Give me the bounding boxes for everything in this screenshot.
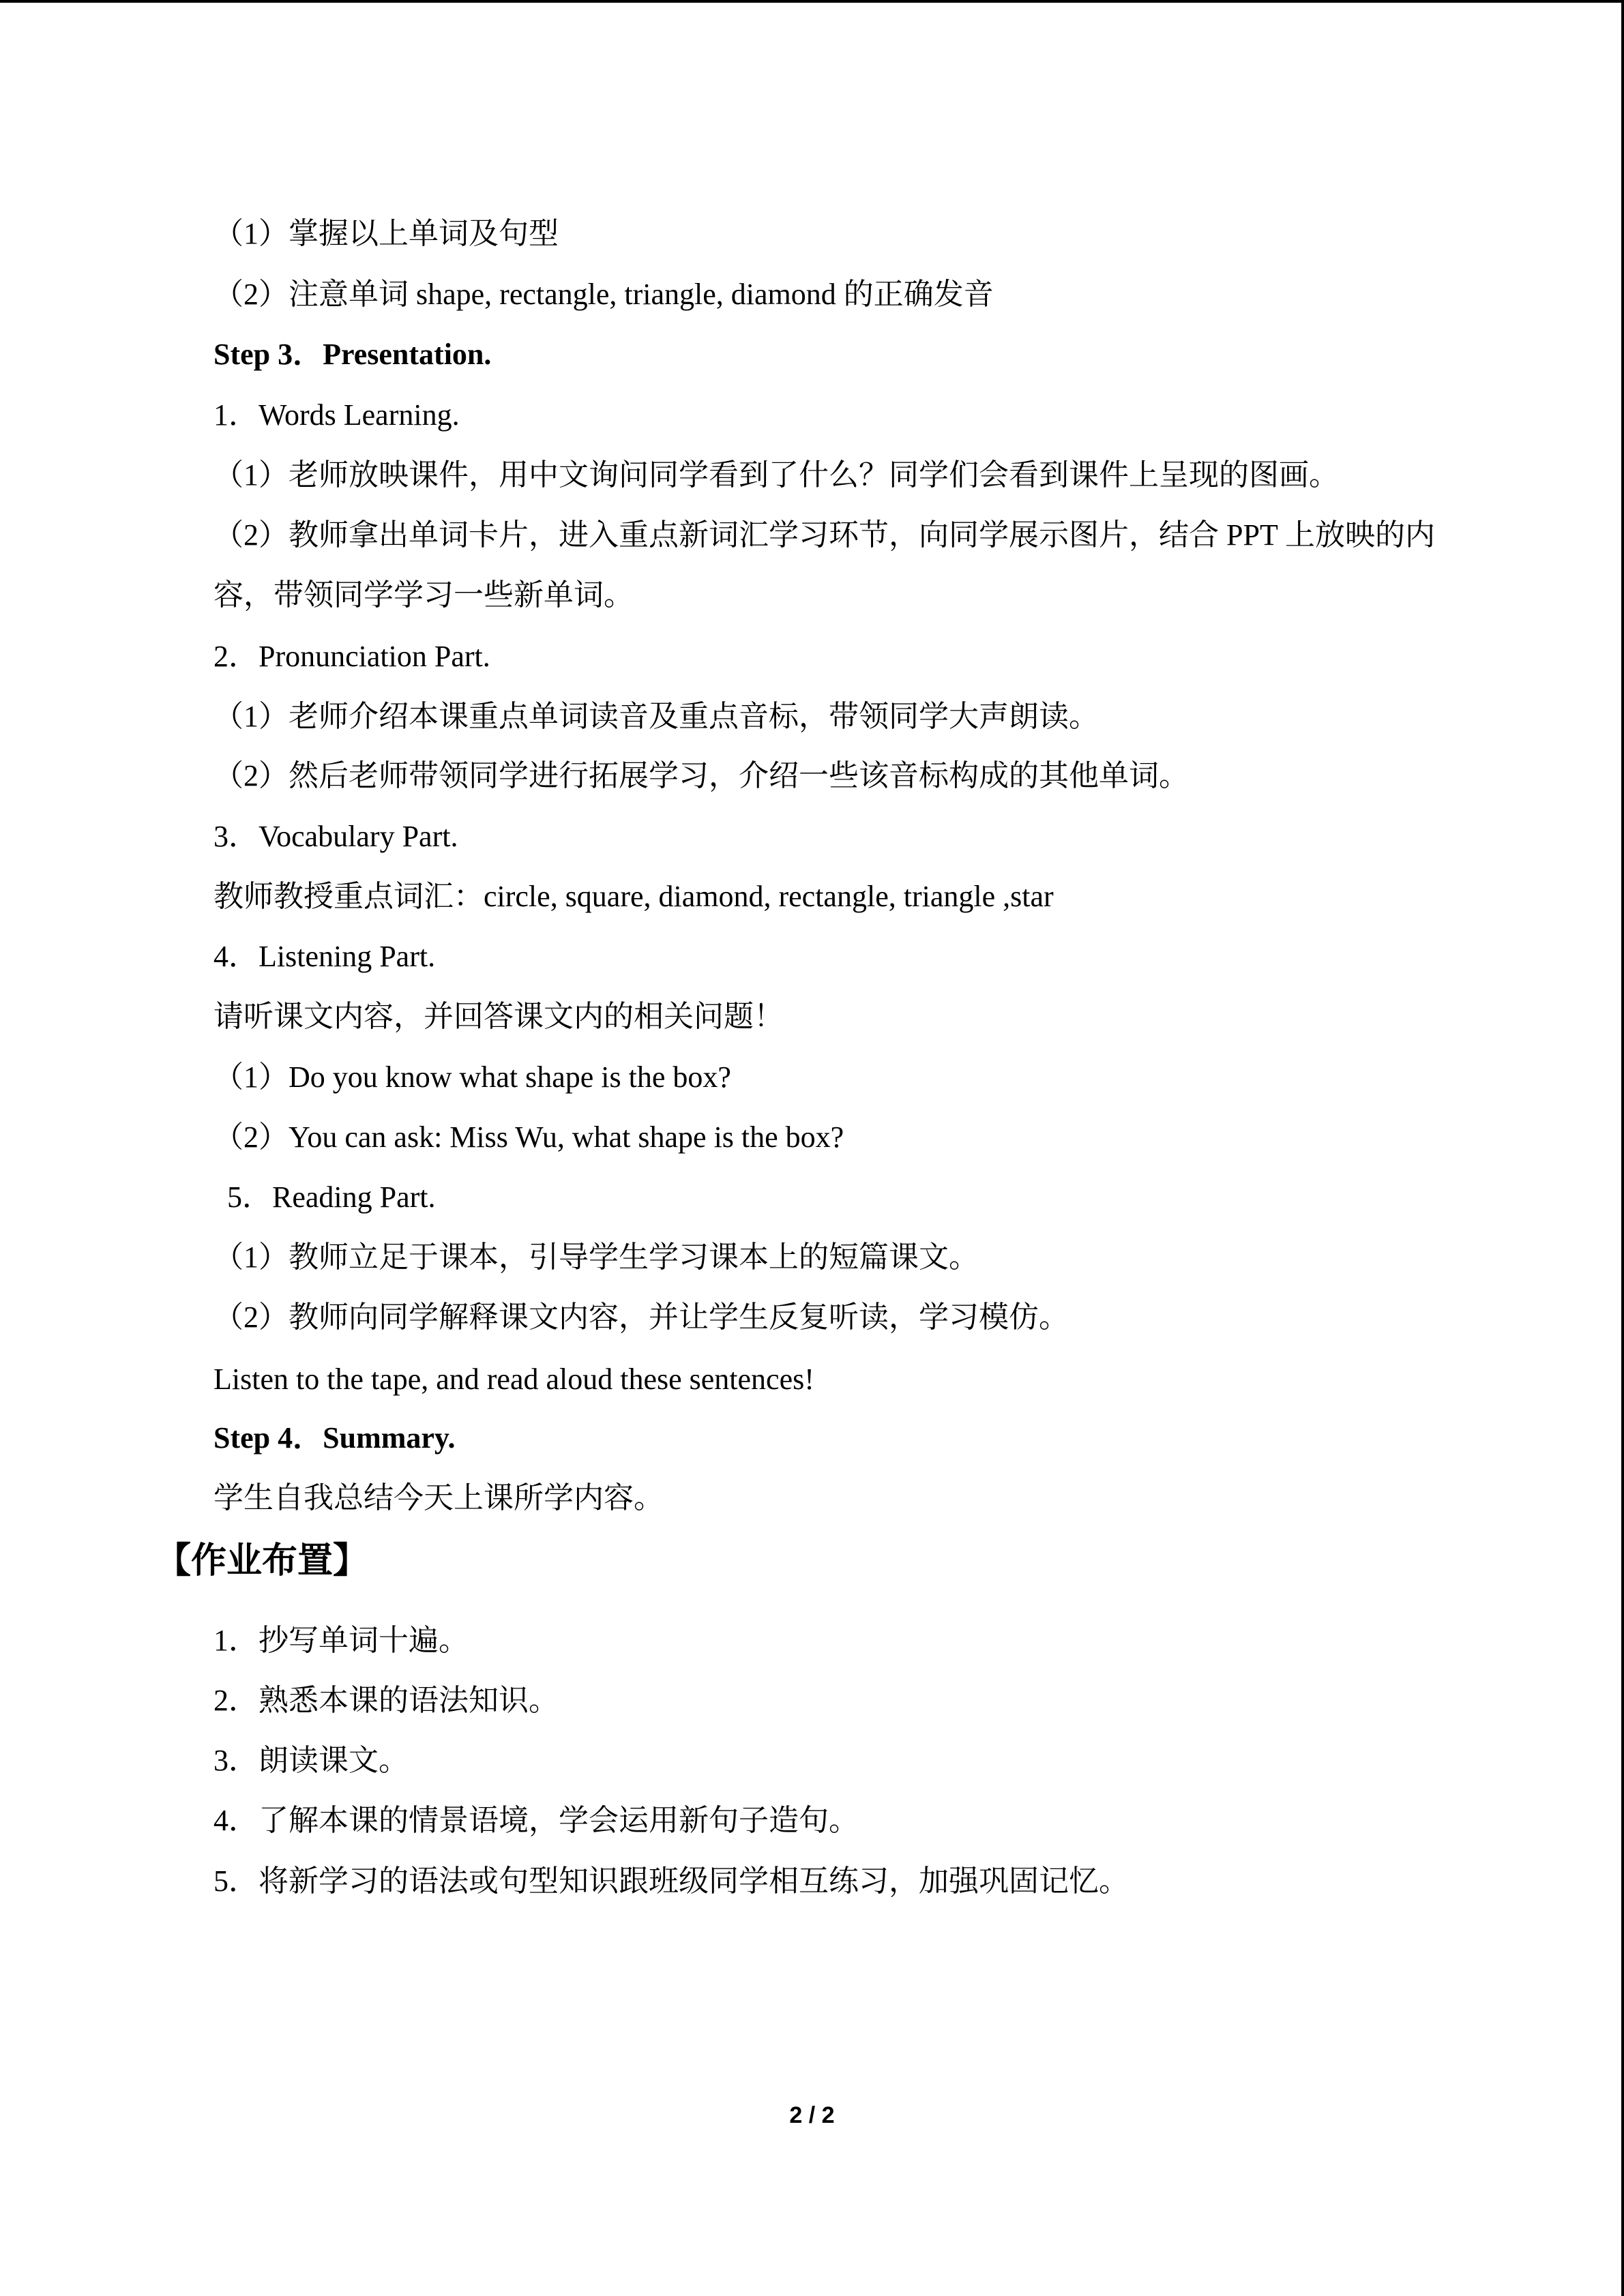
homework-item: 4．了解本课的情景语境，学会运用新句子造句。 xyxy=(213,1804,859,1837)
text-line: （2）You can ask: Miss Wu, what shape is the box? xyxy=(213,1120,844,1154)
homework-item: 1．抄写单词十遍。 xyxy=(213,1624,469,1657)
text-line: 教师教授重点词汇：circle, square, diamond, rectangle, triangle ,star xyxy=(213,880,1054,913)
homework-item: 2．熟悉本课的语法知识。 xyxy=(213,1684,559,1717)
text-line: Listen to the tape, and read aloud these sentences! xyxy=(213,1362,814,1396)
text-line: 2．Pronunciation Part. xyxy=(213,640,490,673)
step-heading: Step 3．Presentation. xyxy=(213,338,492,371)
text-line: 学生自我总结今天上课所学内容。 xyxy=(213,1481,664,1515)
text-line: （1）教师立足于课本，引导学生学习课本上的短篇课文。 xyxy=(213,1240,979,1274)
step-heading: Step 4．Summary. xyxy=(213,1421,456,1455)
page-number: 2 / 2 xyxy=(789,2102,835,2128)
homework-item: 5．将新学习的语法或句型知识跟班级同学相互练习，加强巩固记忆。 xyxy=(213,1864,1129,1898)
text-line: 3．Vocabulary Part. xyxy=(213,820,458,853)
homework-heading: 【作业布置】 xyxy=(156,1540,369,1581)
text-line: 4．Listening Part. xyxy=(213,940,436,973)
text-paragraph: （2）教师拿出单词卡片，进入重点新词汇学习环节，向同学展示图片，结合 PPT 上放映的内容，带领同学学习一些新单词。 xyxy=(213,518,1436,612)
text-line: （1）掌握以上单词及句型 xyxy=(213,217,559,250)
text-line: 1．Words Learning. xyxy=(213,398,460,432)
text-line: （1）Do you know what shape is the box? xyxy=(213,1060,731,1094)
text-line: 5．Reading Part. xyxy=(227,1180,436,1214)
text-line: （2）教师向同学解释课文内容，并让学生反复听读，学习模仿。 xyxy=(213,1300,1069,1334)
text-line: （2）注意单词 shape, rectangle, triangle, diamond 的正确发音 xyxy=(213,278,994,311)
text-line: （2）然后老师带领同学进行拓展学习，介绍一些该音标构成的其他单词。 xyxy=(213,759,1189,792)
text-line: （1）老师介绍本课重点单词读音及重点音标，带领同学大声朗读。 xyxy=(213,700,1099,733)
text-line: （1）老师放映课件，用中文询问同学看到了什么？同学们会看到课件上呈现的图画。 xyxy=(213,458,1339,492)
text-line: 请听课文内容，并回答课文内的相关问题！ xyxy=(213,1000,784,1033)
homework-item: 3．朗读课文。 xyxy=(213,1744,409,1777)
